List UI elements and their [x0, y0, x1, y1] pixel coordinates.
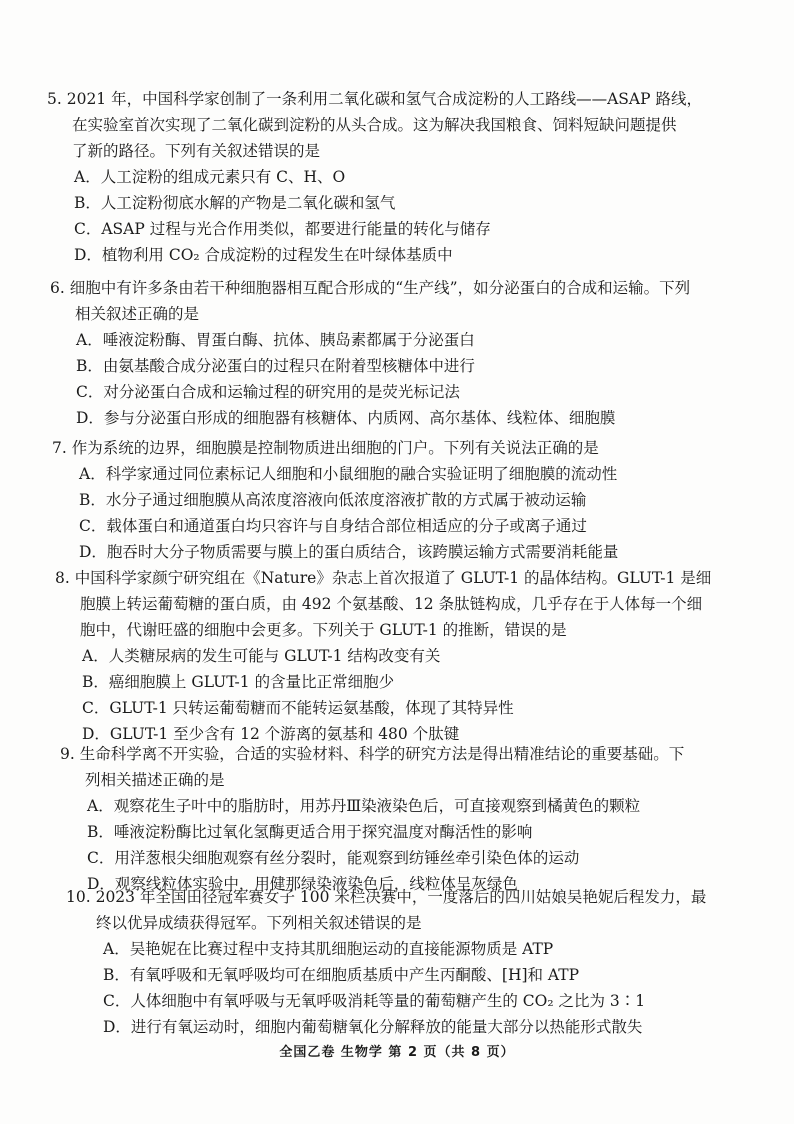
question-5 [47, 86, 702, 268]
question-9-option-d: D．观察线粒体实验中，用健那绿染液染色后，线粒体呈灰绿色 [87, 875, 518, 893]
question-9-stem-line-2: 列相关描述正确的是 [85, 771, 225, 789]
question-5-stem-line-2: 在实验室首次实现了二氧化碳到淀粉的从头合成。这为解决我国粮食、饲料短缺问题提供 [72, 116, 677, 134]
question-10-option-a: A．吴艳妮在比赛过程中支持其肌细胞运动的直接能源物质是 ATP [103, 940, 554, 958]
question-6-stem-line-1: 6. 细胞中有许多条由若干种细胞器相互配合形成的“生产线”，如分泌蛋白的合成和运输。下列 [50, 279, 691, 297]
question-7-option-c: C．载体蛋白和通道蛋白均只容许与自身结合部位相适应的分子或离子通过 [79, 517, 587, 535]
question-5-option-b: B．人工淀粉彻底水解的产物是二氧化碳和氢气 [74, 194, 396, 212]
question-10-option-c: C．人体细胞中有氧呼吸与无氧呼吸消耗等量的葡萄糖产生的 CO₂ 之比为 3∶1 [103, 992, 646, 1010]
question-5-stem-line-1: 5. 2021 年，中国科学家创制了一条利用二氧化碳和氢气合成淀粉的人工路线——ASAP 路线， [47, 90, 702, 108]
question-10-option-d: D．进行有氧运动时，细胞内葡萄糖氧化分解释放的能量大部分以热能形式散失 [103, 1018, 643, 1036]
question-8-stem-line-2: 胞膜上转运葡萄糖的蛋白质，由 492 个氨基酸、12 条肽链构成，几乎存在于人体每一个细 [80, 595, 703, 613]
question-7-option-b: B．水分子通过细胞膜从高浓度溶液向低浓度溶液扩散的方式属于被动运输 [79, 491, 587, 509]
question-10-stem-line-2: 终以优异成绩获得冠军。下列相关叙述错误的是 [96, 914, 422, 932]
question-8 [55, 565, 711, 747]
question-6 [50, 275, 690, 431]
question-5-option-a: A．人工淀粉的组成元素只有 C、H、O [74, 168, 346, 186]
question-6-option-a: A．唾液淀粉酶、胃蛋白酶、抗体、胰岛素都属于分泌蛋白 [76, 331, 475, 349]
page-footer: 全国乙卷 生物学 第 2 页（共 8 页） [279, 1045, 515, 1060]
question-5-stem-line-3: 了新的路径。下列有关叙述错误的是 [72, 142, 321, 160]
question-6-option-d: D．参与分泌蛋白形成的细胞器有核糖体、内质网、高尔基体、线粒体、细胞膜 [76, 409, 616, 427]
question-8-stem-line-3: 胞中，代谢旺盛的细胞中会更多。下列关于 GLUT-1 的推断，错误的是 [80, 621, 567, 639]
question-9-stem-line-1: 9. 生命科学离不开实验，合适的实验材料、科学的研究方法是得出精准结论的重要基础。下 [60, 745, 685, 763]
question-8-option-b: B．癌细胞膜上 GLUT-1 的含量比正常细胞少 [82, 673, 395, 691]
question-6-stem-line-2: 相关叙述正确的是 [75, 305, 200, 323]
question-6-option-b: B．由氨基酸合成分泌蛋白的过程只在附着型核糖体中进行 [76, 357, 475, 375]
question-9 [60, 741, 684, 897]
question-10-option-b: B．有氧呼吸和无氧呼吸均可在细胞质基质中产生丙酮酸、[H]和 ATP [103, 966, 580, 984]
question-9-option-c: C．用洋葱根尖细胞观察有丝分裂时，能观察到纺锤丝牵引染色体的运动 [87, 849, 580, 867]
question-6-option-c: C．对分泌蛋白合成和运输过程的研究用的是荧光标记法 [76, 383, 460, 401]
question-9-option-a: A．观察花生子叶中的脂肪时，用苏丹Ⅲ染液染色后，可直接观察到橘黄色的颗粒 [87, 797, 641, 815]
question-10 [66, 884, 706, 1040]
question-10-stem-line-1: 10. 2023 年全国田径冠军赛女子 100 米栏决赛中，一度落后的四川姑娘吴艳妮后程发力，最 [66, 888, 707, 906]
question-8-option-c: C．GLUT-1 只转运葡萄糖而不能转运氨基酸，体现了其特异性 [82, 699, 514, 717]
question-8-option-a: A．人类糖尿病的发生可能与 GLUT-1 结构改变有关 [82, 647, 441, 665]
question-5-option-c: C．ASAP 过程与光合作用类似，都要进行能量的转化与储存 [74, 220, 491, 238]
question-7-stem-line-1: 7. 作为系统的边界，细胞膜是控制物质进出细胞的门户。下列有关说法正确的是 [52, 439, 599, 457]
question-8-stem-line-1: 8. 中国科学家颜宁研究组在《Nature》杂志上首次报道了 GLUT-1 的晶体结构。GLUT-1 是细 [55, 569, 712, 587]
question-7-option-d: D．胞吞时大分子物质需要与膜上的蛋白质结合，该跨膜运输方式需要消耗能量 [79, 543, 619, 561]
question-7-option-a: A．科学家通过同位素标记人细胞和小鼠细胞的融合实验证明了细胞膜的流动性 [79, 465, 618, 483]
question-9-option-b: B．唾液淀粉酶比过氧化氢酶更适合用于探究温度对酶活性的影响 [87, 823, 533, 841]
question-8-option-d: D．GLUT-1 至少含有 12 个游离的氨基和 480 个肽键 [82, 725, 460, 743]
question-5-option-d: D．植物利用 CO₂ 合成淀粉的过程发生在叶绿体基质中 [74, 246, 453, 264]
question-7 [52, 435, 618, 565]
